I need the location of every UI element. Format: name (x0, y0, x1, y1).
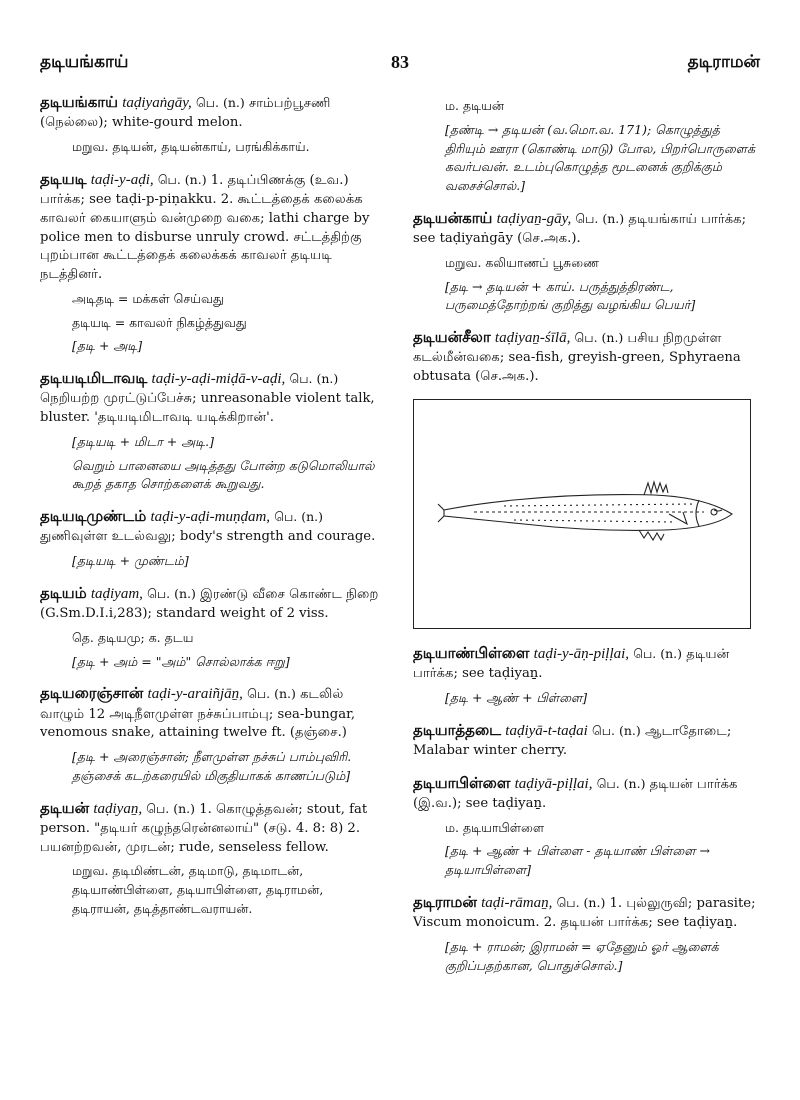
entry-transliteration: taḍi-y-aḍi, (90, 171, 154, 188)
dictionary-entry (40, 583, 382, 672)
dictionary-entry (413, 97, 758, 196)
entry-part-of-speech: பெ. (n.) (247, 686, 296, 702)
entry-definition (40, 169, 382, 285)
entry-body: தடியங்காய் பார்க்க; see taḍiyaṅgāy (செ.அக.). (413, 211, 747, 247)
dictionary-entry (40, 92, 382, 157)
dictionary-entry (40, 368, 382, 494)
entry-definition (40, 798, 382, 858)
entry-headword: தடிராமன் (413, 892, 477, 911)
entry-transliteration: taḍiyam, (90, 585, 143, 602)
entry-definition (40, 92, 382, 133)
right-column-bottom (413, 643, 758, 976)
entry-definition (40, 683, 382, 743)
page-number: 83 (391, 52, 409, 72)
entry-headword: தடியாத்தடை (413, 720, 502, 739)
entry-headword: தடியன்சீலா (413, 328, 491, 347)
entry-body: இரண்டு வீசை கொண்ட நிறை (G.Sm.D.I.i,283); standard weight of 2 viss. (40, 586, 379, 622)
entry-transliteration: taḍiyaṉ-gāy, (496, 210, 572, 227)
entry-part-of-speech: பெ. (n.) (157, 171, 207, 187)
entry-etymology: [தடி + அம் = "அம்" சொல்லாக்க ஈறு] (72, 653, 290, 669)
entry-definition (413, 643, 758, 684)
entry-part-of-speech: பெ. (n.) (596, 775, 646, 791)
entry-etymology: [தடி + ஆண் + பிள்ளை - தடியாண் பிள்ளை → தடியாபிள்ளை] (445, 843, 710, 878)
header-right-word: தடிராமன் (687, 52, 760, 72)
entry-note: ம. தடியாபிள்ளை (445, 819, 545, 835)
dictionary-entry (40, 169, 382, 356)
entry-note: மறுவ. தடிமிண்டன், தடிமாடு, தடிமாடன், தடியாண்பிள்ளை, தடியாபிள்ளை, தடிராமன், தடிராயன், தடித்தாண்டவராயன். (72, 863, 324, 916)
entry-etymology: [தண்டி → தடியன் (வ.மொ.வ. 171); கொழுத்துத் திரியும் ஊரா (கொண்டி மாடு) போல, பிறர்பொருளைக் கவர்பவன். உடம்புகொழுத்த மூடனைக் குறிக்கும் வசைச்சொல்.] (445, 121, 755, 193)
entry-transliteration: taḍi-rāmaṉ, (481, 894, 553, 911)
entry-etymology: [தடி + ராமன்; இராமன் = ஏதேனும் ஓர் ஆளைக் குறிப்பதற்கான, பொதுச்சொல்.] (445, 938, 719, 973)
entry-part-of-speech: பெ. (n.) (147, 585, 196, 601)
entry-definition (413, 773, 758, 814)
entry-headword: தடியன்காய் (413, 208, 493, 227)
entry-definition (40, 583, 382, 624)
entry-transliteration: taḍiyaṅgāy, (122, 95, 192, 111)
entry-part-of-speech: பெ. (n.) (146, 800, 196, 816)
right-column (413, 92, 758, 987)
entry-part-of-speech: பெ. (n.) (574, 330, 624, 346)
entry-etymology: [தடி + அடி] (72, 338, 143, 354)
entry-note: மறுவ. தடியன், தடியன்காய், பரங்கிக்காய். (72, 139, 310, 155)
entry-body: தடியன் பார்க்க (இ.வ.); see taḍiyaṉ. (413, 776, 738, 811)
entry-note: தடியடி = காவலர் நிகழ்த்துவது (72, 314, 247, 330)
entry-note: மறுவ. கலியாணப் பூசுணை (445, 254, 600, 270)
entry-definition (413, 892, 758, 933)
entry-note: அடிதடி = மக்கள் செய்வது (72, 290, 224, 306)
entry-etymology: வெறும் பானையை அடித்தது போன்ற கடுமொலியால் கூறத் தகாத சொற்களைக் கூறுவது. (72, 457, 375, 492)
dictionary-entry (40, 798, 382, 919)
dictionary-entry (413, 892, 758, 976)
entry-transliteration: taḍiyā-t-taḍai (505, 722, 588, 739)
entry-headword: தடியடிமுண்டம் (40, 507, 147, 526)
entry-body: 1. தடிப்பிணக்கு (உவ.) பார்க்க; see taḍi-p-piṇakku. 2. கூட்டத்தைக் கலைக்க காவலர் கையாளும் வன்முறை வகை; lathi charge by police men to disburse unruly crowd. சட்டத்திற்கு புறம்பான கூட்டத்தைக் கலைக்கக் காவலர் தடியடி நடத்தினர். (40, 172, 370, 283)
entry-transliteration: taḍiyaṉ, (93, 800, 143, 817)
entry-transliteration: taḍi-y-aḍi-muṇḍam, (150, 509, 271, 526)
entry-body: பசிய நிறமுள்ள கடல்மீன்வகை; sea-fish, greyish-green, Sphyraena obtusata (செ.அக.). (413, 331, 741, 385)
dictionary-entry (413, 327, 758, 387)
entry-headword: தடியம் (40, 583, 87, 602)
entry-body: 1. கொழுத்தவன்; stout, fat person. "தடியர் கழுந்தரென்னலாய்" (சடு. 4. 8: 8) 2. பயனற்றவன், முரடன்; rude, senseless fellow. (40, 801, 368, 855)
entry-headword: தடியரைஞ்சான் (40, 684, 144, 703)
entry-headword: தடியங்காய் (40, 93, 119, 111)
entry-note: ம. தடியன் (445, 98, 504, 113)
entry-etymology: [தடி + ஆண் + பிள்ளை] (445, 689, 588, 705)
entry-note: தெ. தடியமு; க. தடய (72, 629, 194, 645)
dictionary-entry (40, 683, 382, 785)
entry-definition (413, 208, 758, 249)
dictionary-entry (413, 720, 758, 761)
entry-headword: தடியாண்பிள்ளை (413, 643, 530, 662)
entry-body: கடலில் வாழும் 12 அடிநீளமுள்ள நச்சுப்பாம்பு; sea-bungar, venomous snake, attaining twelve ft. (தஞ்சை.) (40, 687, 356, 741)
entry-transliteration: taḍi-y-āṇ-piḷḷai, (533, 645, 630, 662)
entry-body: சாம்பற்பூசணி (நெல்லை); white-gourd melon. (40, 96, 331, 131)
entry-headword: தடியாபிள்ளை (413, 773, 511, 792)
header-left-word: தடியங்காய் (40, 52, 129, 72)
entry-transliteration: taḍi-y-araiñjāṉ, (147, 686, 243, 703)
entry-body: 1. புல்லுருவி; parasite; Viscum monoicum. 2. தடியன் பார்க்க; see taḍiyaṉ. (413, 895, 756, 931)
entry-etymology: [தடி → தடியன் + காய். பருத்துத்திரண்ட, பருமைத்தோற்றங் குறித்து வழங்கிய பெயர்] (445, 278, 696, 313)
entry-definition (40, 506, 382, 547)
entry-part-of-speech: பெ. (n.) (196, 95, 245, 110)
entry-headword: தடியடி (40, 169, 87, 188)
entry-part-of-speech: பெ. (n.) (592, 722, 641, 738)
entry-transliteration: taḍiyaṉ-śīlā, (494, 330, 571, 347)
entry-etymology: [தடியடி + மிடா + அடி.] (72, 433, 214, 449)
entry-body: துணிவுள்ள உடல்வலு; body's strength and courage. (40, 529, 376, 545)
entry-headword: தடியடிமிடாவடி (40, 369, 148, 387)
entry-part-of-speech: பெ. (n.) (556, 894, 606, 910)
dictionary-entry (413, 773, 758, 880)
entry-body: தடியன் பார்க்க; see taḍiyaṉ. (413, 646, 730, 682)
entry-part-of-speech: பெ. (n.) (633, 645, 683, 661)
entry-etymology: [தடியடி + முண்டம்] (72, 553, 189, 569)
entry-body: நெறியற்ற முரட்டுப்பேச்சு; unreasonable violent talk, bluster. 'தடியடிமிடாவடி யடிக்கிறான்'. (40, 391, 375, 426)
entry-part-of-speech: பெ. (n.) (274, 509, 323, 525)
left-column (40, 92, 382, 931)
fish-illustration-icon (414, 400, 750, 628)
dictionary-entry (413, 643, 758, 708)
entry-headword: தடியன் (40, 798, 90, 817)
entry-transliteration: taḍiyā-piḷḷai, (514, 775, 593, 792)
dictionary-entry (40, 506, 382, 571)
dictionary-entry (413, 208, 758, 315)
entry-part-of-speech: பெ. (n.) (575, 210, 625, 226)
entry-transliteration: taḍi-y-aḍi-miḍā-v-aḍi, (151, 371, 286, 387)
entry-definition (413, 327, 758, 387)
right-column-top (413, 97, 758, 387)
entry-etymology: [தடி + அரைஞ்சான்; நீளமுள்ள நச்சுப் பாம்புவிரி. தஞ்சைக் கடற்கரையில் மிகுதியாகக் காணப்படும்] (72, 749, 352, 783)
entry-definition (40, 368, 382, 428)
fish-illustration (413, 399, 751, 629)
entry-part-of-speech: பெ. (n.) (289, 371, 339, 386)
entry-body: ஆடாதோடை; Malabar winter cherry. (413, 723, 732, 758)
entry-definition (413, 720, 758, 761)
